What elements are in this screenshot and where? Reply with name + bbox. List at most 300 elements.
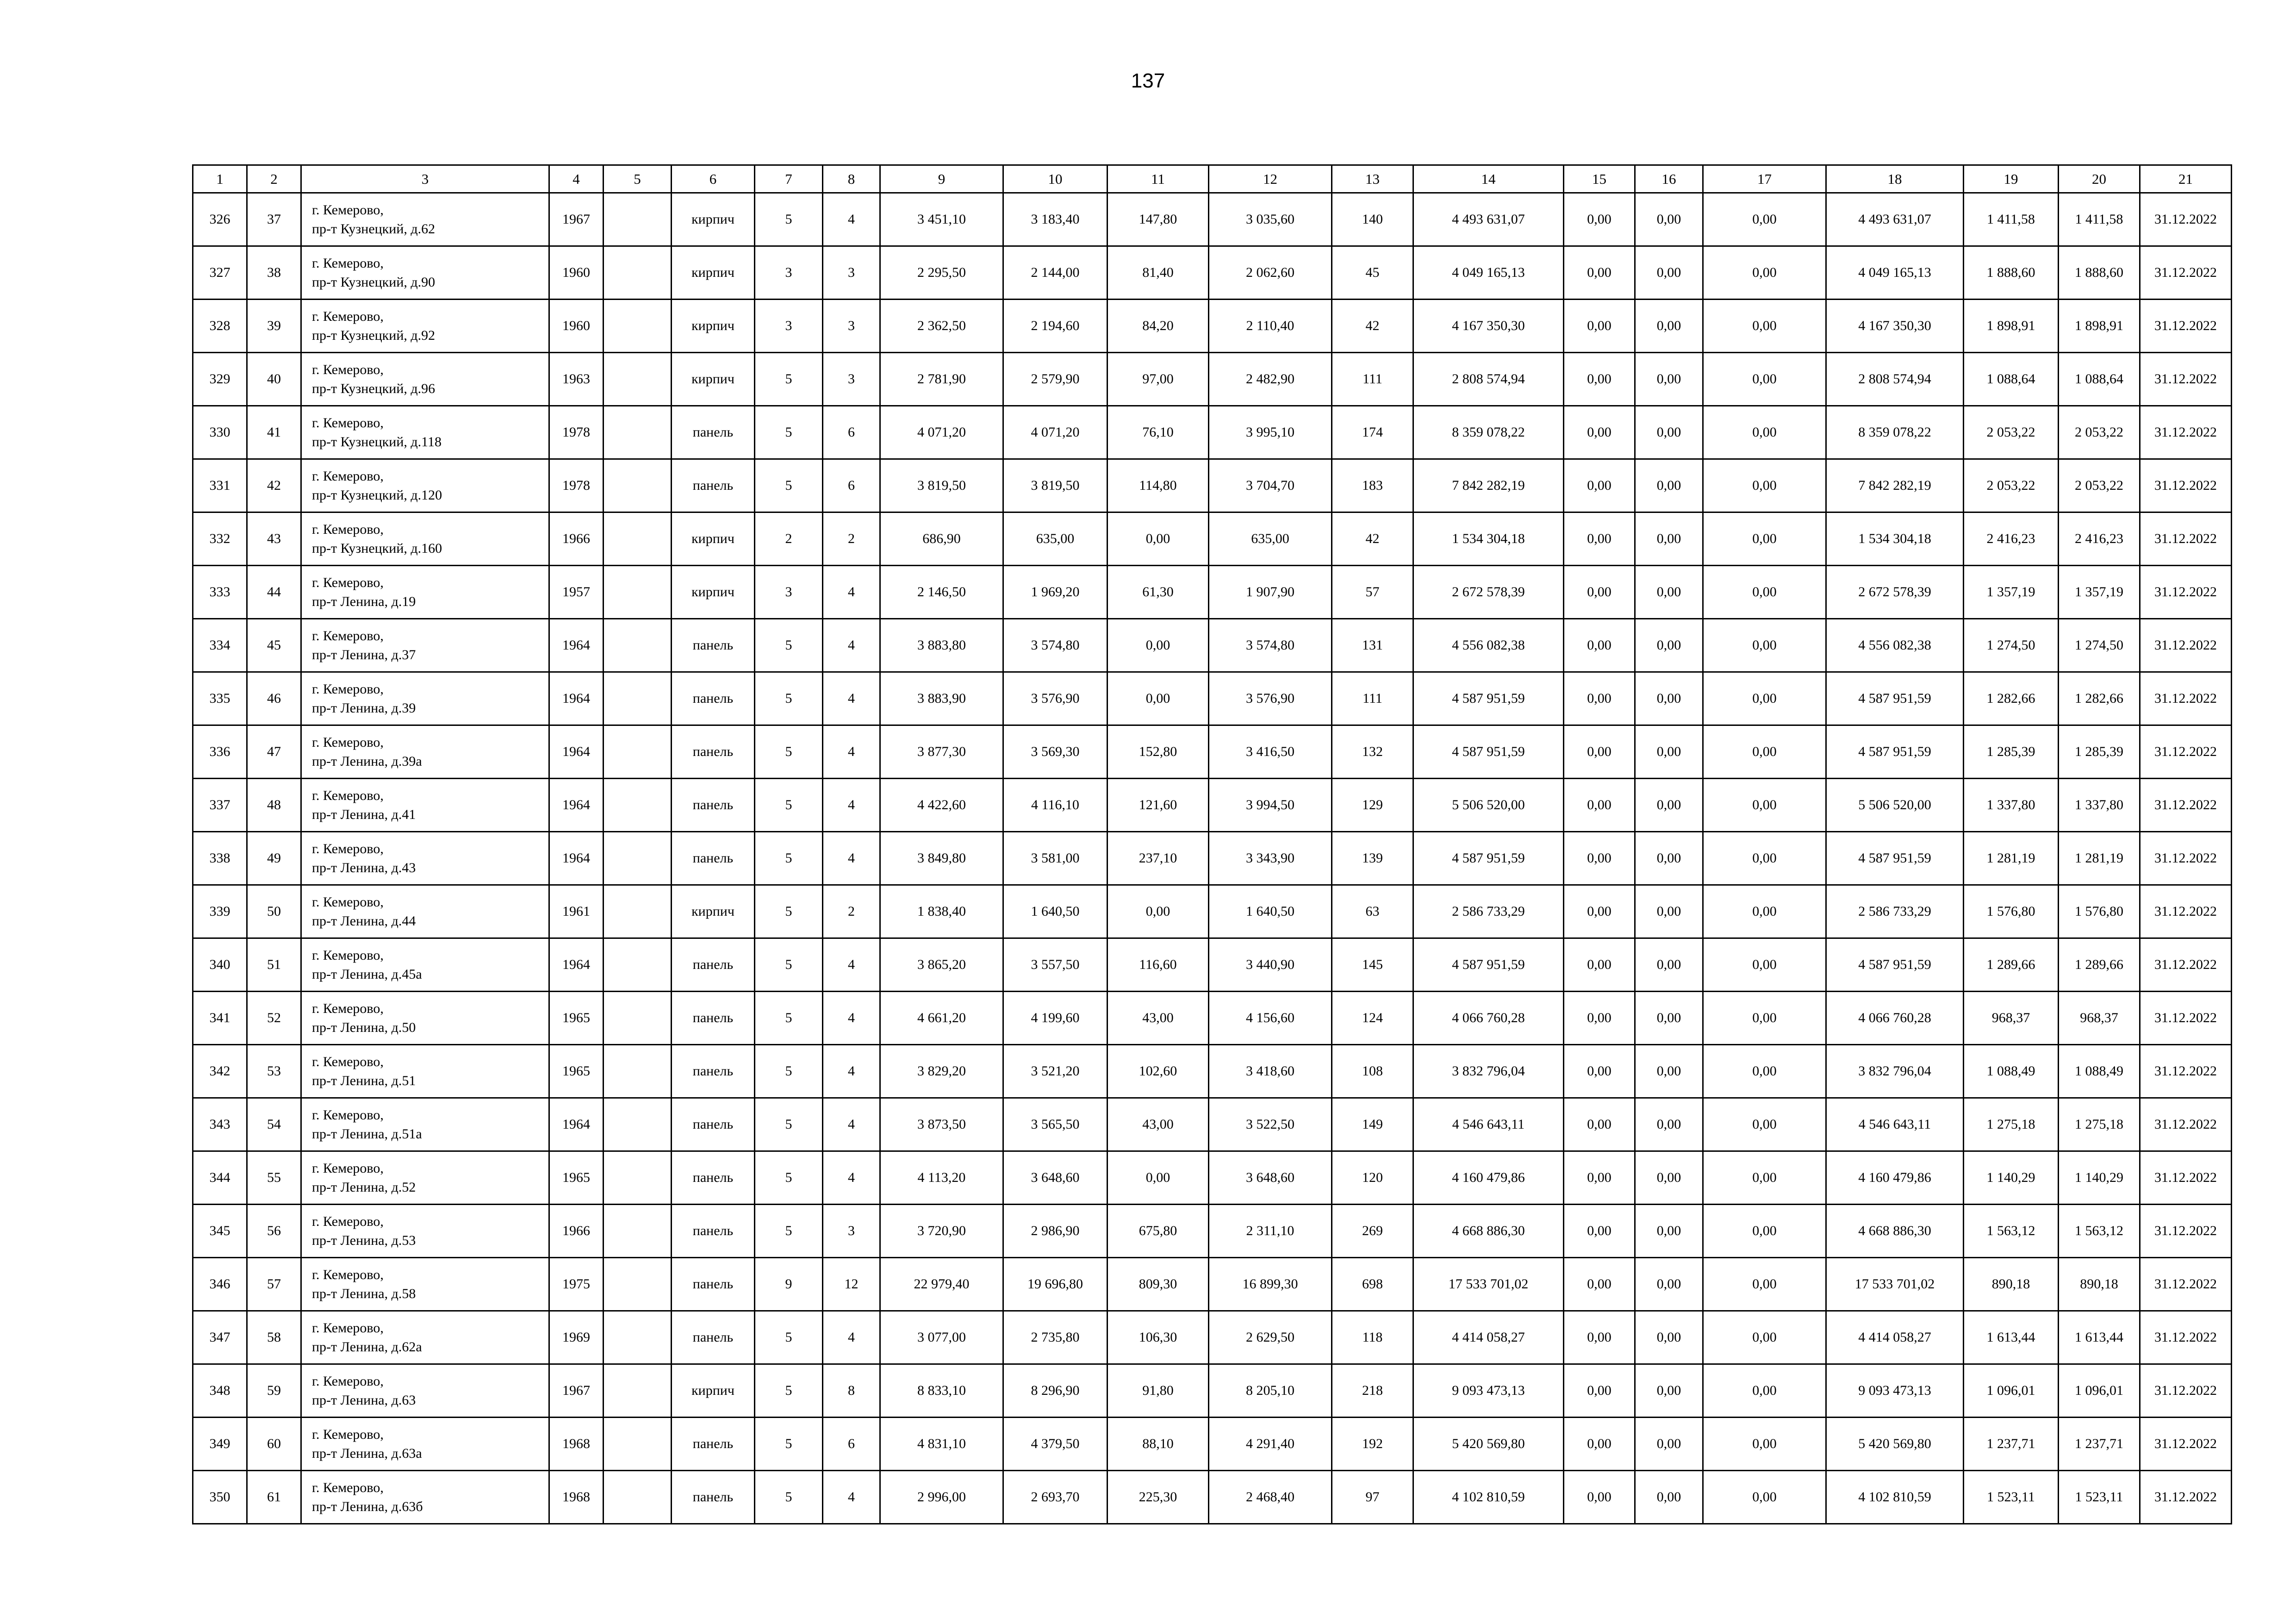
address-street: пр-т Кузнецкий, д.62 [312,221,436,237]
column-12-cell: 3 343,90 [1209,832,1332,885]
column-19-cell: 890,18 [1964,1258,2059,1311]
floors-cell: 3 [755,246,823,300]
column-18-cell: 4 587 951,59 [1826,725,1964,779]
residents-cell: 97 [1332,1471,1413,1524]
sub-number-cell: 51 [247,938,301,992]
column-17-cell: 0,00 [1703,1311,1826,1364]
wall-material-cell: панель [672,1258,755,1311]
column-12-cell: 1 640,50 [1209,885,1332,938]
column-header-21: 21 [2140,165,2232,193]
address-city: г. Кемерово, [312,948,384,963]
column-20-cell: 1 096,01 [2059,1364,2140,1418]
total-area-cell: 3 865,20 [880,938,1003,992]
column-15-cell: 0,00 [1564,1045,1635,1098]
address-cell [301,193,549,246]
column-10-cell: 4 379,50 [1003,1418,1108,1471]
address-city: г. Кемерово, [312,841,384,856]
cost-cell: 4 546 643,11 [1413,1098,1564,1151]
sub-number-cell: 60 [247,1418,301,1471]
column-15-cell: 0,00 [1564,566,1635,619]
floors-cell: 5 [755,992,823,1045]
address-cell [301,300,549,353]
table-row [193,1098,2232,1151]
column-18-cell: 4 556 082,38 [1826,619,1964,672]
wall-material-cell: кирпич [672,885,755,938]
column-header-5: 5 [604,165,672,193]
column-18-cell: 4 160 479,86 [1826,1151,1964,1205]
column-11-cell: 61,30 [1108,566,1209,619]
address-city: г. Кемерово, [312,894,384,910]
column-10-cell: 4 116,10 [1003,779,1108,832]
wall-material-cell: панель [672,1418,755,1471]
column-10-cell: 3 576,90 [1003,672,1108,725]
cost-cell: 2 672 578,39 [1413,566,1564,619]
column-5-cell [604,725,672,779]
column-20-cell: 2 416,23 [2059,512,2140,566]
column-11-cell: 106,30 [1108,1311,1209,1364]
table-row [193,938,2232,992]
sub-number-cell: 44 [247,566,301,619]
cost-cell: 17 533 701,02 [1413,1258,1564,1311]
address-cell [301,779,549,832]
column-15-cell: 0,00 [1564,832,1635,885]
column-18-cell: 4 066 760,28 [1826,992,1964,1045]
column-20-cell: 1 275,18 [2059,1098,2140,1151]
column-header-6: 6 [672,165,755,193]
floors-cell: 5 [755,619,823,672]
wall-material-cell: кирпич [672,246,755,300]
column-5-cell [604,992,672,1045]
column-15-cell: 0,00 [1564,672,1635,725]
date-cell: 31.12.2022 [2140,885,2232,938]
total-area-cell: 2 996,00 [880,1471,1003,1524]
column-header-7: 7 [755,165,823,193]
column-20-cell: 1 088,49 [2059,1045,2140,1098]
column-20-cell: 1 563,12 [2059,1205,2140,1258]
year-cell: 1964 [549,1098,604,1151]
entrances-cell: 4 [823,1098,880,1151]
table-row [193,193,2232,246]
year-cell: 1960 [549,300,604,353]
address-street: пр-т Ленина, д.44 [312,913,416,929]
year-cell: 1967 [549,193,604,246]
address-street: пр-т Ленина, д.63а [312,1446,422,1461]
date-cell: 31.12.2022 [2140,512,2232,566]
column-17-cell: 0,00 [1703,1418,1826,1471]
column-20-cell: 1 337,80 [2059,779,2140,832]
date-cell: 31.12.2022 [2140,992,2232,1045]
column-header-10: 10 [1003,165,1108,193]
entrances-cell: 4 [823,672,880,725]
column-15-cell: 0,00 [1564,1311,1635,1364]
column-17-cell: 0,00 [1703,619,1826,672]
column-5-cell [604,1258,672,1311]
total-area-cell: 4 661,20 [880,992,1003,1045]
floors-cell: 5 [755,1098,823,1151]
column-10-cell: 635,00 [1003,512,1108,566]
address-street: пр-т Кузнецкий, д.120 [312,487,442,503]
column-18-cell: 1 534 304,18 [1826,512,1964,566]
floors-cell: 5 [755,1311,823,1364]
table-row [193,1418,2232,1471]
column-11-cell: 97,00 [1108,353,1209,406]
column-16-cell: 0,00 [1635,406,1703,459]
column-16-cell: 0,00 [1635,832,1703,885]
address-city: г. Кемерово, [312,202,384,218]
total-area-cell: 3 883,90 [880,672,1003,725]
date-cell: 31.12.2022 [2140,459,2232,512]
cost-cell: 4 556 082,38 [1413,619,1564,672]
column-11-cell: 0,00 [1108,619,1209,672]
column-12-cell: 3 704,70 [1209,459,1332,512]
year-cell: 1964 [549,619,604,672]
column-19-cell: 1 576,80 [1964,885,2059,938]
column-11-cell: 116,60 [1108,938,1209,992]
sub-number-cell: 59 [247,1364,301,1418]
column-17-cell: 0,00 [1703,938,1826,992]
address-street: пр-т Кузнецкий, д.96 [312,381,436,396]
table-row [193,1471,2232,1524]
entrances-cell: 12 [823,1258,880,1311]
total-area-cell: 4 831,10 [880,1418,1003,1471]
column-header-3: 3 [301,165,549,193]
address-street: пр-т Ленина, д.51 [312,1073,416,1088]
column-20-cell: 1 576,80 [2059,885,2140,938]
column-19-cell: 1 898,91 [1964,300,2059,353]
cost-cell: 8 359 078,22 [1413,406,1564,459]
column-19-cell: 1 274,50 [1964,619,2059,672]
total-area-cell: 3 819,50 [880,459,1003,512]
cost-cell: 4 066 760,28 [1413,992,1564,1045]
cost-cell: 4 587 951,59 [1413,672,1564,725]
sub-number-cell: 56 [247,1205,301,1258]
column-5-cell [604,459,672,512]
column-17-cell: 0,00 [1703,725,1826,779]
wall-material-cell: панель [672,672,755,725]
column-17-cell: 0,00 [1703,1471,1826,1524]
address-city: г. Кемерово, [312,1480,384,1495]
address-city: г. Кемерово, [312,522,384,537]
address-street: пр-т Ленина, д.39а [312,754,422,769]
sub-number-cell: 37 [247,193,301,246]
sub-number-cell: 45 [247,619,301,672]
sub-number-cell: 55 [247,1151,301,1205]
address-city: г. Кемерово, [312,468,384,484]
column-15-cell: 0,00 [1564,459,1635,512]
residents-cell: 131 [1332,619,1413,672]
row-number-cell: 326 [193,193,247,246]
entrances-cell: 4 [823,1045,880,1098]
column-12-cell: 2 482,90 [1209,353,1332,406]
row-number-cell: 344 [193,1151,247,1205]
column-20-cell: 1 274,50 [2059,619,2140,672]
column-15-cell: 0,00 [1564,779,1635,832]
residents-cell: 57 [1332,566,1413,619]
column-19-cell: 1 275,18 [1964,1098,2059,1151]
column-16-cell: 0,00 [1635,1151,1703,1205]
total-area-cell: 3 077,00 [880,1311,1003,1364]
column-10-cell: 19 696,80 [1003,1258,1108,1311]
column-17-cell: 0,00 [1703,512,1826,566]
column-10-cell: 3 183,40 [1003,193,1108,246]
address-cell [301,619,549,672]
column-header-1: 1 [193,165,247,193]
address-city: г. Кемерово, [312,1054,384,1069]
address-city: г. Кемерово, [312,735,384,750]
row-number-cell: 345 [193,1205,247,1258]
residents-cell: 111 [1332,353,1413,406]
column-5-cell [604,832,672,885]
column-18-cell: 4 102 810,59 [1826,1471,1964,1524]
floors-cell: 5 [755,1418,823,1471]
column-17-cell: 0,00 [1703,1364,1826,1418]
column-19-cell: 2 053,22 [1964,459,2059,512]
address-street: пр-т Ленина, д.45а [312,967,422,982]
residents-cell: 139 [1332,832,1413,885]
column-19-cell: 1 237,71 [1964,1418,2059,1471]
entrances-cell: 4 [823,938,880,992]
address-street: пр-т Ленина, д.51а [312,1126,422,1142]
column-5-cell [604,300,672,353]
table-row [193,725,2232,779]
column-5-cell [604,1098,672,1151]
cost-cell: 7 842 282,19 [1413,459,1564,512]
column-5-cell [604,1205,672,1258]
column-15-cell: 0,00 [1564,1205,1635,1258]
column-16-cell: 0,00 [1635,566,1703,619]
residents-cell: 42 [1332,512,1413,566]
column-16-cell: 0,00 [1635,938,1703,992]
column-11-cell: 91,80 [1108,1364,1209,1418]
address-cell [301,1364,549,1418]
column-10-cell: 1 969,20 [1003,566,1108,619]
column-17-cell: 0,00 [1703,353,1826,406]
row-number-cell: 338 [193,832,247,885]
column-11-cell: 237,10 [1108,832,1209,885]
year-cell: 1964 [549,779,604,832]
column-12-cell: 3 994,50 [1209,779,1332,832]
date-cell: 31.12.2022 [2140,725,2232,779]
residents-cell: 269 [1332,1205,1413,1258]
column-18-cell: 4 546 643,11 [1826,1098,1964,1151]
table-row [193,1151,2232,1205]
year-cell: 1957 [549,566,604,619]
address-street: пр-т Ленина, д.62а [312,1339,422,1355]
column-10-cell: 3 581,00 [1003,832,1108,885]
address-street: пр-т Кузнецкий, д.92 [312,328,436,343]
column-15-cell: 0,00 [1564,992,1635,1045]
column-18-cell: 3 832 796,04 [1826,1045,1964,1098]
wall-material-cell: панель [672,992,755,1045]
address-city: г. Кемерово, [312,1320,384,1336]
year-cell: 1963 [549,353,604,406]
row-number-cell: 330 [193,406,247,459]
column-10-cell: 4 199,60 [1003,992,1108,1045]
year-cell: 1968 [549,1418,604,1471]
date-cell: 31.12.2022 [2140,566,2232,619]
column-5-cell [604,566,672,619]
year-cell: 1969 [549,1311,604,1364]
column-11-cell: 102,60 [1108,1045,1209,1098]
column-11-cell: 0,00 [1108,885,1209,938]
row-number-cell: 328 [193,300,247,353]
column-19-cell: 1 088,49 [1964,1045,2059,1098]
entrances-cell: 6 [823,406,880,459]
entrances-cell: 3 [823,1205,880,1258]
address-city: г. Кемерово, [312,362,384,377]
column-18-cell: 4 167 350,30 [1826,300,1964,353]
column-19-cell: 968,37 [1964,992,2059,1045]
column-12-cell: 2 062,60 [1209,246,1332,300]
address-street: пр-т Ленина, д.63 [312,1393,416,1408]
date-cell: 31.12.2022 [2140,1045,2232,1098]
column-16-cell: 0,00 [1635,619,1703,672]
wall-material-cell: панель [672,406,755,459]
address-cell [301,459,549,512]
row-number-cell: 349 [193,1418,247,1471]
column-12-cell: 3 418,60 [1209,1045,1332,1098]
residents-cell: 218 [1332,1364,1413,1418]
column-15-cell: 0,00 [1564,1364,1635,1418]
wall-material-cell: панель [672,619,755,672]
column-16-cell: 0,00 [1635,300,1703,353]
column-19-cell: 1 613,44 [1964,1311,2059,1364]
column-18-cell: 4 587 951,59 [1826,672,1964,725]
residents-cell: 129 [1332,779,1413,832]
residents-cell: 124 [1332,992,1413,1045]
wall-material-cell: панель [672,1205,755,1258]
sub-number-cell: 38 [247,246,301,300]
total-area-cell: 3 883,80 [880,619,1003,672]
column-20-cell: 1 898,91 [2059,300,2140,353]
floors-cell: 5 [755,725,823,779]
date-cell: 31.12.2022 [2140,1151,2232,1205]
sub-number-cell: 61 [247,1471,301,1524]
column-18-cell: 4 414 058,27 [1826,1311,1964,1364]
column-16-cell: 0,00 [1635,1045,1703,1098]
column-5-cell [604,1045,672,1098]
address-street: пр-т Ленина, д.37 [312,647,416,662]
entrances-cell: 6 [823,459,880,512]
wall-material-cell: панель [672,1151,755,1205]
column-17-cell: 0,00 [1703,1045,1826,1098]
row-number-cell: 332 [193,512,247,566]
sub-number-cell: 41 [247,406,301,459]
column-15-cell: 0,00 [1564,619,1635,672]
address-street: пр-т Кузнецкий, д.90 [312,275,436,290]
column-11-cell: 84,20 [1108,300,1209,353]
table-row [193,1311,2232,1364]
wall-material-cell: панель [672,1045,755,1098]
column-11-cell: 675,80 [1108,1205,1209,1258]
column-17-cell: 0,00 [1703,459,1826,512]
entrances-cell: 6 [823,1418,880,1471]
total-area-cell: 3 829,20 [880,1045,1003,1098]
address-cell [301,725,549,779]
wall-material-cell: панель [672,1471,755,1524]
entrances-cell: 3 [823,300,880,353]
column-11-cell: 809,30 [1108,1258,1209,1311]
column-11-cell: 0,00 [1108,672,1209,725]
table-row [193,619,2232,672]
date-cell: 31.12.2022 [2140,300,2232,353]
column-20-cell: 1 289,66 [2059,938,2140,992]
column-number-header-row [193,165,2232,193]
sub-number-cell: 39 [247,300,301,353]
total-area-cell: 2 362,50 [880,300,1003,353]
column-17-cell: 0,00 [1703,566,1826,619]
column-20-cell: 2 053,22 [2059,459,2140,512]
entrances-cell: 4 [823,566,880,619]
table-row [193,406,2232,459]
column-20-cell: 1 281,19 [2059,832,2140,885]
column-header-13: 13 [1332,165,1413,193]
column-16-cell: 0,00 [1635,459,1703,512]
column-16-cell: 0,00 [1635,193,1703,246]
address-street: пр-т Кузнецкий, д.160 [312,541,442,556]
date-cell: 31.12.2022 [2140,1471,2232,1524]
total-area-cell: 3 720,90 [880,1205,1003,1258]
column-12-cell: 3 416,50 [1209,725,1332,779]
total-area-cell: 4 422,60 [880,779,1003,832]
year-cell: 1960 [549,246,604,300]
sub-number-cell: 47 [247,725,301,779]
column-20-cell: 2 053,22 [2059,406,2140,459]
column-18-cell: 17 533 701,02 [1826,1258,1964,1311]
residents-cell: 183 [1332,459,1413,512]
column-15-cell: 0,00 [1564,512,1635,566]
row-number-cell: 341 [193,992,247,1045]
date-cell: 31.12.2022 [2140,938,2232,992]
column-15-cell: 0,00 [1564,193,1635,246]
column-12-cell: 2 468,40 [1209,1471,1332,1524]
total-area-cell: 3 877,30 [880,725,1003,779]
column-18-cell: 2 808 574,94 [1826,353,1964,406]
column-18-cell: 4 587 951,59 [1826,938,1964,992]
entrances-cell: 4 [823,1151,880,1205]
address-street: пр-т Ленина, д.53 [312,1233,416,1248]
column-12-cell: 4 291,40 [1209,1418,1332,1471]
address-street: пр-т Ленина, д.63б [312,1499,423,1514]
column-12-cell: 2 311,10 [1209,1205,1332,1258]
column-20-cell: 1 613,44 [2059,1311,2140,1364]
column-17-cell: 0,00 [1703,672,1826,725]
table-row [193,832,2232,885]
address-cell [301,1045,549,1098]
address-cell [301,566,549,619]
column-10-cell: 2 579,90 [1003,353,1108,406]
column-12-cell: 4 156,60 [1209,992,1332,1045]
column-5-cell [604,1311,672,1364]
date-cell: 31.12.2022 [2140,406,2232,459]
table-row [193,672,2232,725]
column-16-cell: 0,00 [1635,725,1703,779]
column-20-cell: 1 357,19 [2059,566,2140,619]
entrances-cell: 4 [823,779,880,832]
sub-number-cell: 54 [247,1098,301,1151]
column-10-cell: 3 557,50 [1003,938,1108,992]
date-cell: 31.12.2022 [2140,1418,2232,1471]
row-number-cell: 343 [193,1098,247,1151]
address-cell [301,832,549,885]
row-number-cell: 339 [193,885,247,938]
column-12-cell: 3 995,10 [1209,406,1332,459]
column-19-cell: 1 411,58 [1964,193,2059,246]
column-19-cell: 1 523,11 [1964,1471,2059,1524]
total-area-cell: 2 781,90 [880,353,1003,406]
address-cell [301,1471,549,1524]
column-5-cell [604,406,672,459]
